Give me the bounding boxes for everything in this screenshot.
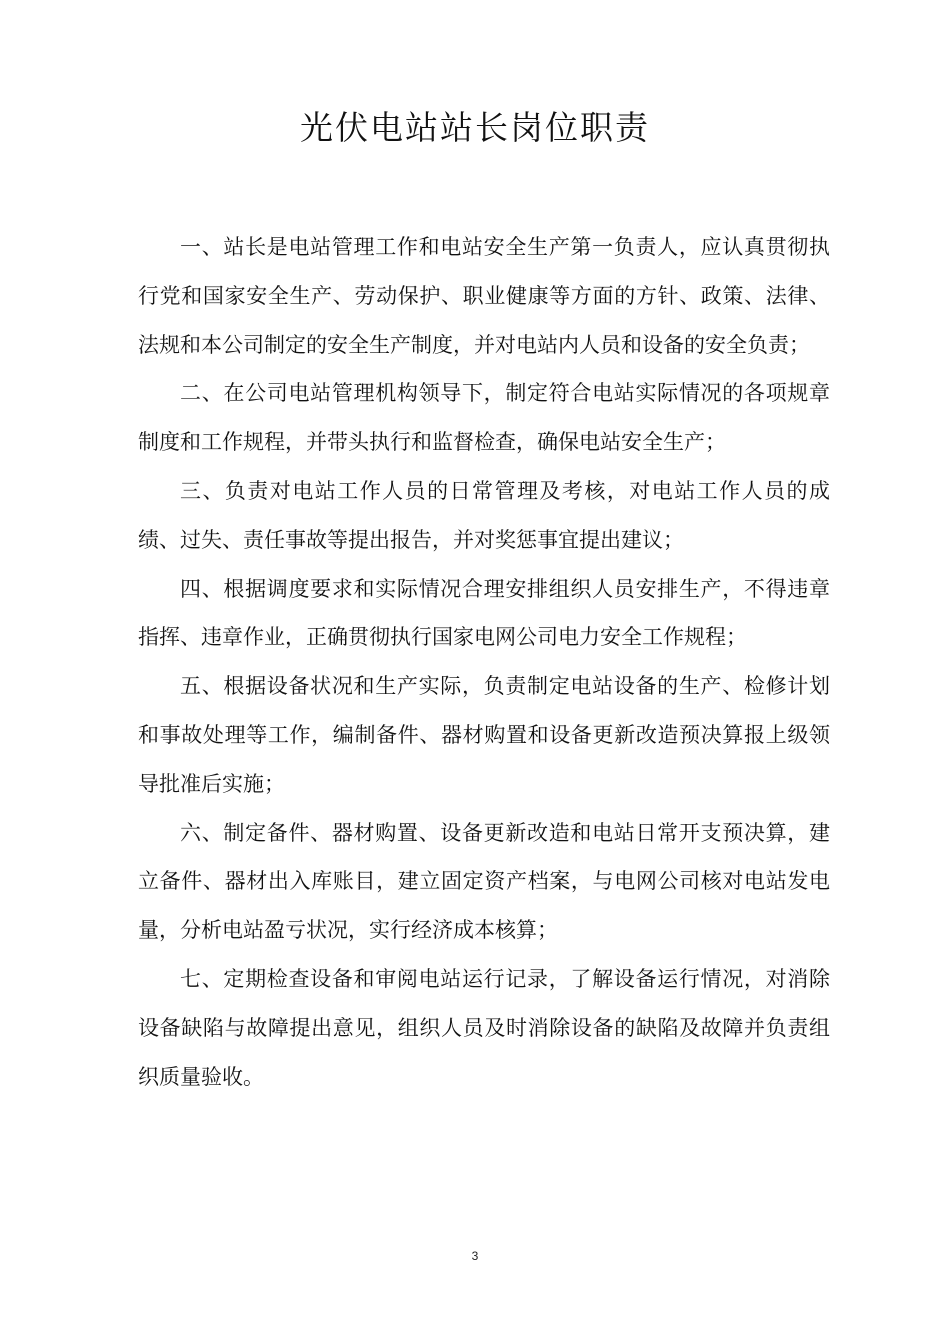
paragraph-1: 一、站长是电站管理工作和电站安全生产第一负责人，应认真贯彻执行党和国家安全生产、劳动保护、职业健康等方面的方针、政策、法律、法规和本公司制定的安全生产制度，并对电站内人员和设备的安全负责； <box>138 235 830 357</box>
paragraph-6: 六、制定备件、器材购置、设备更新改造和电站日常开支预决算，建立备件、器材出入库账目，建立固定资产档案，与电网公司核对电站发电量，分析电站盈亏状况，实行经济成本核算； <box>138 820 830 943</box>
paragraph-5: 五、根据设备状况和生产实际，负责制定电站设备的生产、检修计划和事故处理等工作，编制备件、器材购置和设备更新改造预决算报上级领导批准后实施； <box>138 674 830 796</box>
paragraph-3: 三、负责对电站工作人员的日常管理及考核，对电站工作人员的成绩、过失、责任事故等提出报告，并对奖惩事宜提出建议； <box>138 478 830 552</box>
paragraph-7: 七、定期检查设备和审阅电站运行记录，了解设备运行情况，对消除设备缺陷与故障提出意见，组织人员及时消除设备的缺陷及故障并负责组织质量验收。 <box>138 966 830 1089</box>
document-body <box>138 223 830 1101</box>
paragraph-4: 四、根据调度要求和实际情况合理安排组织人员安排生产，不得违章指挥、违章作业，正确贯彻执行国家电网公司电力安全工作规程； <box>138 576 830 650</box>
document-title: 光伏电站站长岗位职责 <box>300 108 650 147</box>
page-number: 3 <box>471 1249 479 1263</box>
paragraph-2: 二、在公司电站管理机构领导下，制定符合电站实际情况的各项规章制度和工作规程，并带头执行和监督检查，确保电站安全生产； <box>138 381 830 455</box>
